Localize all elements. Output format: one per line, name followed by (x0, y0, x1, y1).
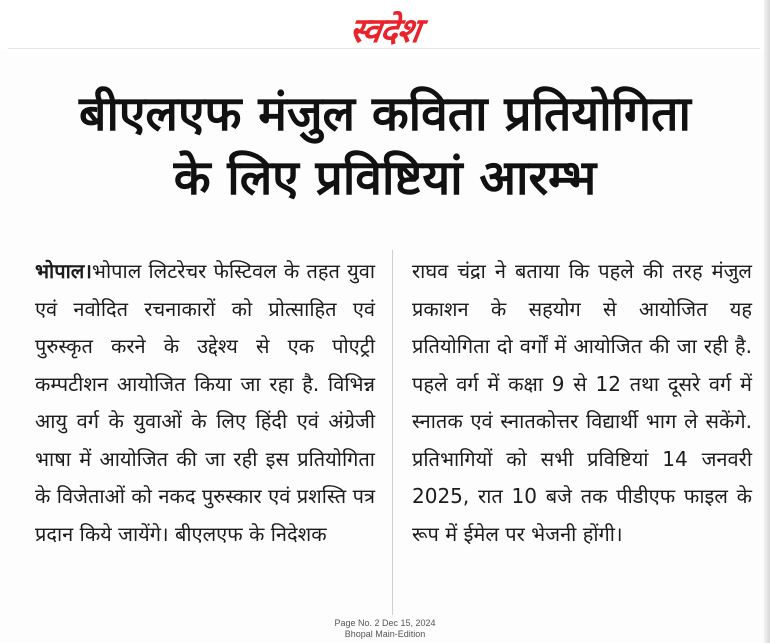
page-info: Page No. 2 Dec 15, 2024 (334, 618, 436, 628)
headline-line-2: के लिए प्रविष्टियां आरम्भ (173, 150, 597, 206)
masthead-strip (0, 0, 770, 50)
page-edge (764, 0, 770, 643)
article-text-right: राघव चंद्रा ने बताया कि पहले की तरह मंजुल प्रकाशन के सहयोग से आयोजित यह प्रतियोगिता दो वर्गों में आयोजित की जा रही है. पहले वर्ग में कक्षा 9 से 12 तथा दूसरे वर्ग में स्नातक एवं स्नातकोत्तर विद्यार्थी भाग ले सकेंगे. प्रतिभागियों को सभी प्रविष्टियां 14 जनवरी 2025, रात 10 बजे तक पीडीएफ फाइल के रूप में ईमेल पर भेजनी होंगी। (412, 259, 752, 546)
masthead-divider (8, 48, 760, 49)
article-column-right (412, 253, 752, 553)
headline-line-1: बीएलएफ मंजुल कविता प्रतियोगिता (79, 86, 691, 142)
column-divider (392, 250, 393, 615)
edition-label: Bhopal Main-Edition (344, 629, 426, 639)
article-text-left: भोपाल लिटरेचर फेस्टिवल के तहत युवा एवं नवोदित रचनाकारों को प्रोत्साहित एवं पुरुस्कृत करने के उद्देश्य से एक पोएट्री कम्पटीशन आयोजित किया जा रहा है. विभिन्न आयु वर्ग के युवाओं के लिए हिंदी एवं अंग्रेजी भाषा में आयोजित की जा रही इस प्रतियोगिता के विजेताओं को नकद पुरुस्कार एवं प्रशस्ति पत्र प्रदान किये जायेंगे। बीएलएफ के निदेशक (35, 259, 375, 546)
page-footer (0, 618, 770, 640)
headline (20, 82, 750, 210)
article-column-left (35, 253, 375, 553)
newspaper-logo: स्वदेश (347, 11, 423, 51)
dateline: भोपाल। (35, 259, 92, 283)
